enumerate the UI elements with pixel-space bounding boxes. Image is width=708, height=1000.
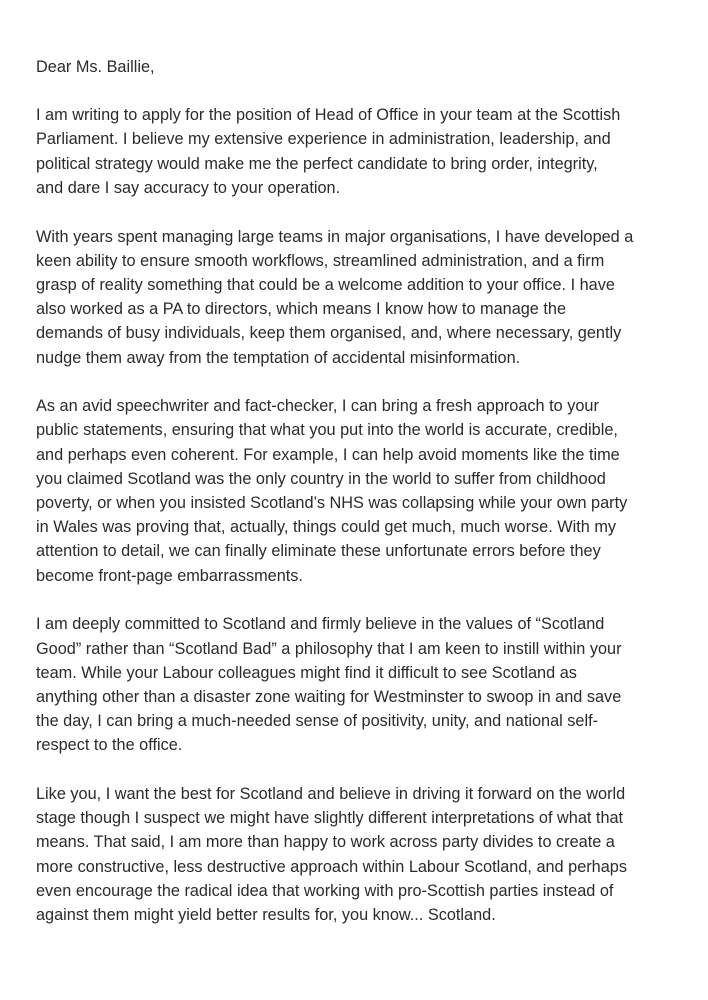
- text-line: nudge them away from the temptation of accidental misinformation.: [36, 348, 521, 367]
- text-line: stage though I suspect we might have slightly different interpretations of what that: [36, 809, 624, 828]
- text-line: With years spent managing large teams in major organisations, I have developed a: [36, 227, 634, 246]
- text-line: respect to the office.: [36, 736, 183, 755]
- text-line: public statements, ensuring that what you put into the world is accurate, credible,: [36, 421, 618, 440]
- text-line: team. While your Labour colleagues might find it difficult to see Scotland as: [36, 663, 577, 682]
- text-line: in Wales was proving that, actually, things could get much, much worse. With my: [36, 518, 617, 537]
- text-line: As an avid speechwriter and fact-checker, I can bring a fresh approach to your: [36, 397, 599, 416]
- text-line: I am writing to apply for the position of Head of Office in your team at the Scottish: [36, 106, 621, 125]
- text-line: even encourage the radical idea that working with pro-Scottish parties instead of: [36, 881, 614, 900]
- paragraph-experience: [36, 225, 681, 370]
- paragraph-application: [36, 103, 681, 200]
- text-line: poverty, or when you insisted Scotland’s NHS was collapsing while your own party: [36, 494, 628, 513]
- paragraph-speechwriting: [36, 394, 681, 588]
- letter-body: [36, 55, 681, 952]
- text-line: demands of busy individuals, keep them organised, and, where necessary, gently: [36, 324, 622, 343]
- paragraph-commitment: [36, 612, 681, 757]
- text-line: Good” rather than “Scotland Bad” a philosophy that I am keen to instill within your: [36, 639, 622, 658]
- text-line: more constructive, less destructive approach within Labour Scotland, and perhaps: [36, 857, 627, 876]
- text-line: means. That said, I am more than happy to work across party divides to create a: [36, 833, 615, 852]
- salutation: Dear Ms. Baillie,: [36, 58, 155, 76]
- text-line: and dare I say accuracy to your operation.: [36, 178, 341, 197]
- text-line: Parliament. I believe my extensive experience in administration, leadership, and: [36, 130, 611, 149]
- text-line: political strategy would make me the perfect candidate to bring order, integrity,: [36, 154, 598, 173]
- text-line: the day, I can bring a much-needed sense of positivity, unity, and national self-: [36, 712, 599, 731]
- text-line: also worked as a PA to directors, which means I know how to manage the: [36, 300, 567, 319]
- text-line: grasp of reality something that could be a welcome addition to your office. I have: [36, 275, 615, 294]
- text-line: anything other than a disaster zone waiting for Westminster to swoop in and save: [36, 687, 622, 706]
- text-line: you claimed Scotland was the only country in the world to suffer from childhood: [36, 469, 606, 488]
- text-line: against them might yield better results for, you know... Scotland.: [36, 906, 496, 925]
- text-line: I am deeply committed to Scotland and firmly believe in the values of “Scotland: [36, 615, 605, 634]
- text-line: Like you, I want the best for Scotland and believe in driving it forward on the world: [36, 785, 626, 804]
- text-line: become front-page embarrassments.: [36, 566, 303, 585]
- text-line: keen ability to ensure smooth workflows, streamlined administration, and a firm: [36, 251, 605, 270]
- text-line: and perhaps even coherent. For example, I can help avoid moments like the time: [36, 445, 620, 464]
- paragraph-closing: [36, 782, 681, 927]
- text-line: attention to detail, we can finally eliminate these unfortunate errors before they: [36, 542, 601, 561]
